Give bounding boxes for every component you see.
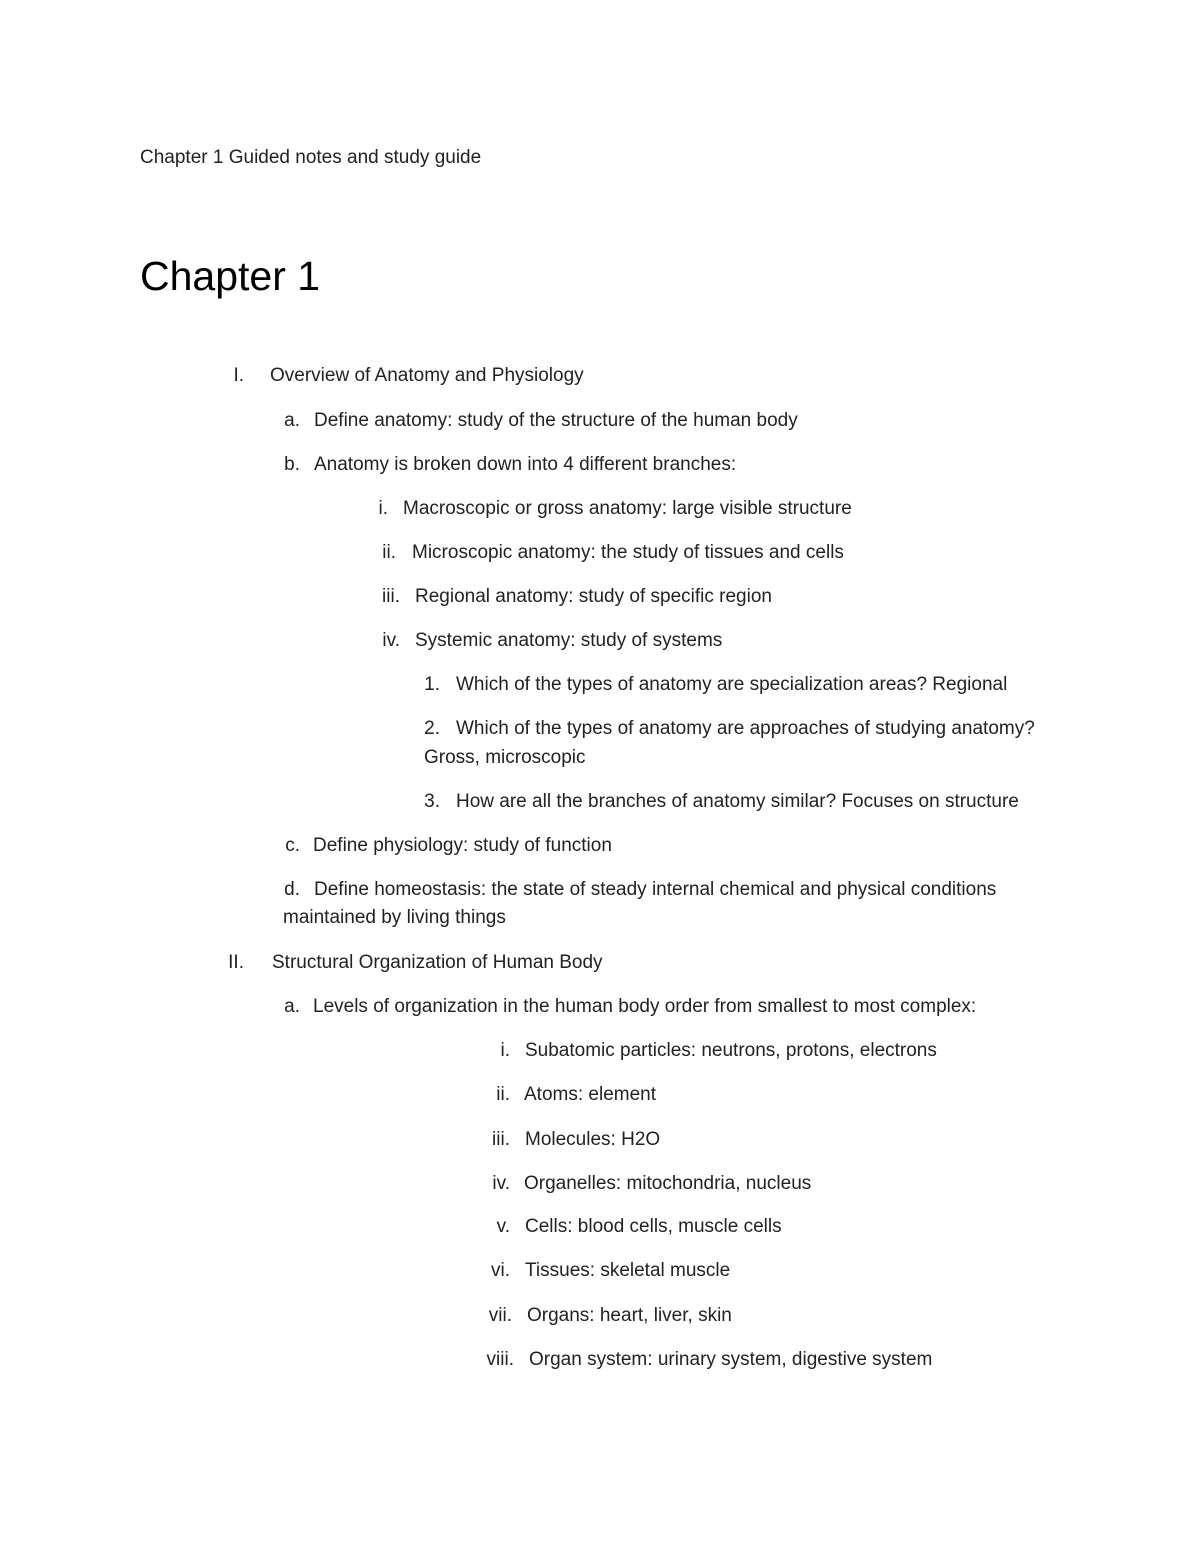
item-continuation: maintained by living things <box>283 907 506 928</box>
item-text: Regional anatomy: study of specific region <box>415 586 772 607</box>
item-text: Microscopic anatomy: the study of tissues and cells <box>412 542 844 563</box>
chapter-heading: Chapter 1 <box>140 253 321 299</box>
item-marker: iv. <box>492 1173 510 1194</box>
item-marker: iv. <box>382 630 400 651</box>
item-text: Which of the types of anatomy are specialization areas? Regional <box>456 674 1008 695</box>
item-marker: v. <box>496 1216 510 1237</box>
item-text: Which of the types of anatomy are approaches of studying anatomy? <box>456 718 1035 739</box>
item-marker: vi. <box>491 1260 510 1281</box>
item-marker: i. <box>378 498 388 519</box>
item-text: Cells: blood cells, muscle cells <box>525 1216 782 1237</box>
item-text: Define homeostasis: the state of steady internal chemical and physical conditions <box>314 879 997 900</box>
item-text: Subatomic particles: neutrons, protons, electrons <box>525 1040 937 1061</box>
section-marker: II. <box>228 952 244 973</box>
document-subtitle: Chapter 1 Guided notes and study guide <box>140 147 482 168</box>
item-marker: d. <box>284 879 300 900</box>
item-text: Systemic anatomy: study of systems <box>415 630 723 651</box>
item-marker: 2. <box>424 718 440 739</box>
section-marker: I. <box>233 365 244 386</box>
item-marker: iii. <box>492 1129 510 1150</box>
item-marker: i. <box>500 1040 510 1061</box>
item-marker: a. <box>284 410 300 431</box>
item-text: Tissues: skeletal muscle <box>525 1260 731 1281</box>
item-marker: ii. <box>496 1084 510 1105</box>
item-marker: c. <box>285 835 300 856</box>
item-marker: vii. <box>488 1305 512 1326</box>
item-text: Organ system: urinary system, digestive system <box>529 1349 933 1370</box>
item-continuation: Gross, microscopic <box>424 747 586 768</box>
item-text: Organs: heart, liver, skin <box>527 1305 732 1326</box>
item-text: How are all the branches of anatomy similar? Focuses on structure <box>456 791 1019 812</box>
item-text: Molecules: H2O <box>525 1129 661 1150</box>
item-marker: 3. <box>424 791 440 812</box>
item-text: Organelles: mitochondria, nucleus <box>524 1173 812 1194</box>
section-title: Overview of Anatomy and Physiology <box>270 365 584 386</box>
item-marker: 1. <box>424 674 440 695</box>
item-text: Levels of organization in the human body order from smallest to most complex: <box>313 996 977 1017</box>
item-text: Define physiology: study of function <box>313 835 612 856</box>
section-title: Structural Organization of Human Body <box>272 952 603 973</box>
item-marker: viii. <box>486 1349 514 1370</box>
item-marker: b. <box>284 454 300 475</box>
item-text: Define anatomy: study of the structure of the human body <box>314 410 798 431</box>
item-marker: a. <box>284 996 300 1017</box>
item-marker: iii. <box>382 586 400 607</box>
item-text: Anatomy is broken down into 4 different branches: <box>314 454 737 475</box>
item-marker: ii. <box>382 542 396 563</box>
item-text: Macroscopic or gross anatomy: large visible structure <box>403 498 852 519</box>
item-text: Atoms: element <box>524 1084 656 1105</box>
